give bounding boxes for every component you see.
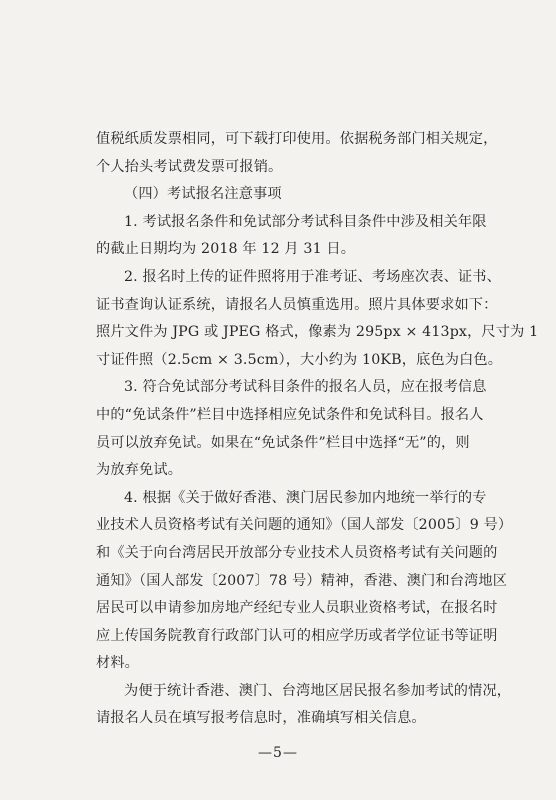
- text-line: 中的“免试条件”栏目中选择相应免试条件和免试科目。报名人: [96, 406, 484, 423]
- page-body: [96, 126, 539, 733]
- text-line: 业技术人员资格考试有关问题的通知》（国人部发〔2005〕9 号）: [96, 517, 513, 534]
- text-line: 应上传国务院教育行政部门认可的相应学历或者学位证书等证明: [96, 627, 498, 644]
- text-line: 和《关于向台湾居民开放部分专业技术人员资格考试有关问题的: [96, 544, 498, 561]
- text-line: 值税纸质发票相同，可下载打印使用。依据税务部门相关规定，: [96, 131, 498, 147]
- text-line: 2. 报名时上传的证件照将用于准考证、考场座次表、证书、: [124, 268, 501, 285]
- page-number: —5—: [258, 745, 298, 761]
- text-line: 请报名人员在填写报考信息时，准确填写相关信息。: [96, 710, 426, 727]
- text-line: 为放弃免试。: [96, 462, 183, 479]
- text-line: 证书查询认证系统，请报名人员慎重选用。照片具体要求如下：: [96, 296, 498, 313]
- text-line: 照片文件为 JPG 或 JPEG 格式，像素为 295px × 413px，尺寸为 1: [96, 324, 539, 341]
- text-line: 4. 根据《关于做好香港、澳门居民参加内地统一举行的专: [124, 489, 487, 506]
- section-heading: （四）考试报名注意事项: [124, 186, 282, 203]
- text-line: 通知》（国人部发〔2007〕78 号）精神，香港、澳门和台湾地区: [96, 572, 508, 589]
- text-line: 个人抬头考试费发票可报销。: [96, 158, 283, 175]
- text-line: 3. 符合免试部分考试科目条件的报名人员，应在报考信息: [124, 379, 487, 396]
- text-line: 居民可以申请参加房地产经纪专业人员职业资格考试，在报名时: [96, 600, 498, 617]
- text-line: 寸证件照（2.5cm × 3.5cm），大小约为 10KB，底色为白色。: [96, 351, 503, 368]
- text-line: 为便于统计香港、澳门、台湾地区居民报名参加考试的情况，: [124, 682, 512, 699]
- text-line: 材料。: [96, 655, 140, 672]
- text-line: 1. 考试报名条件和免试部分考试科目条件中涉及相关年限: [124, 213, 487, 230]
- text-line: 的截止日期均为 2018 年 12 月 31 日。: [96, 241, 356, 258]
- text-line: 员可以放弃免试。如果在“免试条件”栏目中选择“无”的，则: [96, 434, 470, 451]
